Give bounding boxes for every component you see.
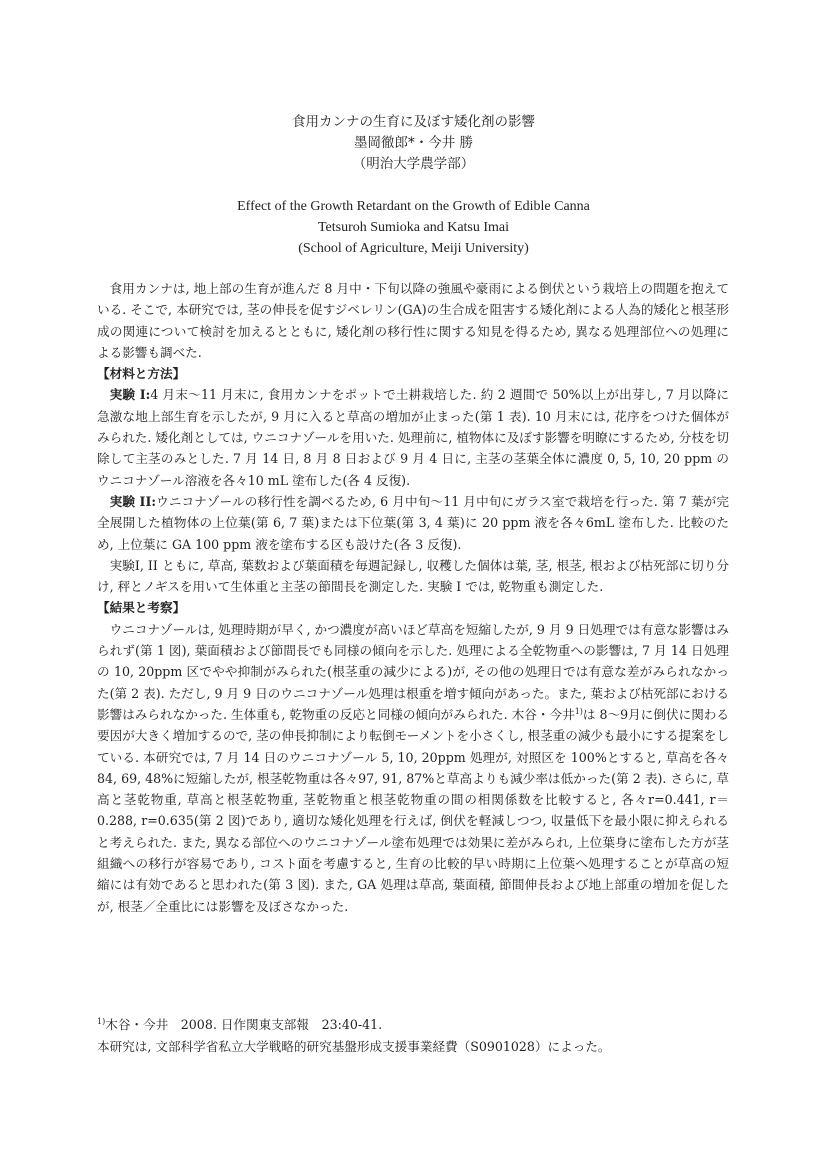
affiliation-ja: （明治大学農学部） (352, 156, 475, 172)
results-text-a: ウニコナゾールは, 処理時期が早く, かつ濃度が高いほど草高を短縮したが, 9 月 9 日処理では有意な影響はみられず(第 1 図), 葉面積および節間長でも同様の傾向を示した. 処理による全乾物重への影響は, 7 月 14 日処理の 10, 20ppm 区でやや抑制がみられた(根茎重の減少による)が, その他の処理日では有意な差がみられなかった(第 2 表). ただし, 9 月 9 日のウニコナゾール処理は根重を増す傾向があった。また, 葉および枯死部における影響はみられなかった. 生体重も, 乾物重の反応と同様の傾向がみられた. 木谷・今井 (97, 621, 729, 722)
experiment-2-text: ウニコナゾールの移行性を調べるため, 6 月中旬～11 月中旬にガラス室で栽培を行った. 第 7 葉が完全展開した植物体の上位葉(第 6, 7 葉)または下位葉(第 3, 4 葉)に 20 ppm 液を各々6mL 塗布した. 比較のため, 上位葉に GA 100 ppm 液を塗布する区も設けた(各 3 反復). (97, 493, 729, 552)
experiment-1-paragraph (97, 384, 729, 490)
paper-title-ja: 食用カンナの生育に及ぼす矮化剤の影響 (292, 114, 535, 130)
experiment-1-text: 4 月末～11 月末に, 食用カンナをポットで土耕栽培した. 約 2 週間で 50%以上が出芽し, 7 月以降に急激な地上部生育を示したが, 9 月に入ると草高の増加が止まった(第 1 表). 10 月末には, 花序をつけた個体がみられた. 矮化剤としては, ウニコナゾールを用いた. 処理前に, 植物体に及ぼす影響を明瞭にするため, 分枝を切除して主茎のみとした. 7 月 14 日, 8 月 8 日および 9 月 4 日に, 主茎の茎葉全体に濃度 0, 5, 10, 20 ppm のウニコナゾール溶液を各々10 mL 塗布した(各 4 反復). (97, 387, 729, 488)
authors-ja: 墨岡徹郎*・今井 勝 (353, 135, 474, 151)
results-paragraph (97, 619, 729, 917)
funding-note: 本研究は, 文部科学省私立大学戦略的研究基盤形成支援事業経費（S0901028）によった。 (97, 1039, 611, 1054)
results-text-b: は 8～9月に倒伏に関わる要因が大きく増加するので, 茎の伸長抑制により転倒モーメントを小さくし, 根茎重の減少も最小にする提案をしている. 本研究では, 7 月 14 日のウニコナゾール 5, 10, 20ppm 処理が, 対照区を 100%とすると, 草高を各々84, 69, 48%に短縮したが, 根茎乾物重は各々97, 91, 87%と草高よりも減少率は低かった(第 2 表). さらに, 草高と茎乾物重, 草高と根茎乾物重, 茎乾物重と根茎乾物重の間の相関係数を比較すると, 各々r=0.441, r＝0.288, r=0.635(第 2 図)であり, 適切な矮化処理を行えば, 倒伏を軽減しつつ, 収量低下を最小限に抑えられると考えられた. また, 異なる部位へのウニコナゾール塗布処理では効果に差がみられ, 上位葉身に塗布した方が茎組織への移行が容易であり, コスト面を考慮すると, 生育の比較的早い時期に上位葉へ処理することが草高の短縮には有効であると思われた(第 3 図). また, GA 処理は草高, 葉面積, 節間伸長および地上部重の増加を促したが, 根茎／全重比には影響を及ぼさなかった. (97, 706, 729, 914)
footnotes (97, 1014, 737, 1058)
experiment-2-label: 実験 II: (109, 493, 156, 509)
paper-title-en: Effect of the Growth Retardant on the Growth of Edible Canna (237, 199, 590, 214)
reference-text: 木谷・今井 2008. 日作関東支部報 23:40-41. (105, 1017, 383, 1032)
english-title-block (0, 196, 827, 259)
results-heading: 【結果と考察】 (97, 600, 186, 616)
japanese-title-block (0, 112, 827, 175)
methods-heading: 【材料と方法】 (97, 366, 186, 382)
experiment-1-label: 実験 I: (109, 387, 151, 403)
intro-paragraph: 食用カンナは, 地上部の生育が進んだ 8 月中・下旬以降の強風や豪雨による倒伏という栽培上の問題を抱えている. そこで, 本研究では, 茎の伸長を促すジベレリン(GA)の生合成を阻害する矮化剤による人為的矮化と根茎形成の関連について検討を加えるとともに, 矮化剤の移行性に関する知見を得るため, 異なる処理部位への処理による影響も調べた. (97, 281, 729, 360)
affiliation-en: (School of Agriculture, Meiji University) (298, 241, 529, 256)
body-text (97, 278, 729, 917)
citation-mark: 1) (574, 706, 583, 716)
authors-en: Tetsuroh Sumioka and Katsu Imai (317, 220, 510, 235)
common-methods-paragraph: 実験I, II ともに, 草高, 葉数および葉面積を毎週記録し, 収穫した個体は葉, 茎, 根茎, 根および枯死部に切り分け, 秤とノギスを用いて生体重と主茎の節間長を測定した. 実験 I では, 乾物重も測定した. (97, 557, 729, 595)
reference-mark: 1) (97, 1016, 106, 1026)
experiment-2-paragraph (97, 491, 729, 555)
reference-note (97, 1014, 737, 1036)
